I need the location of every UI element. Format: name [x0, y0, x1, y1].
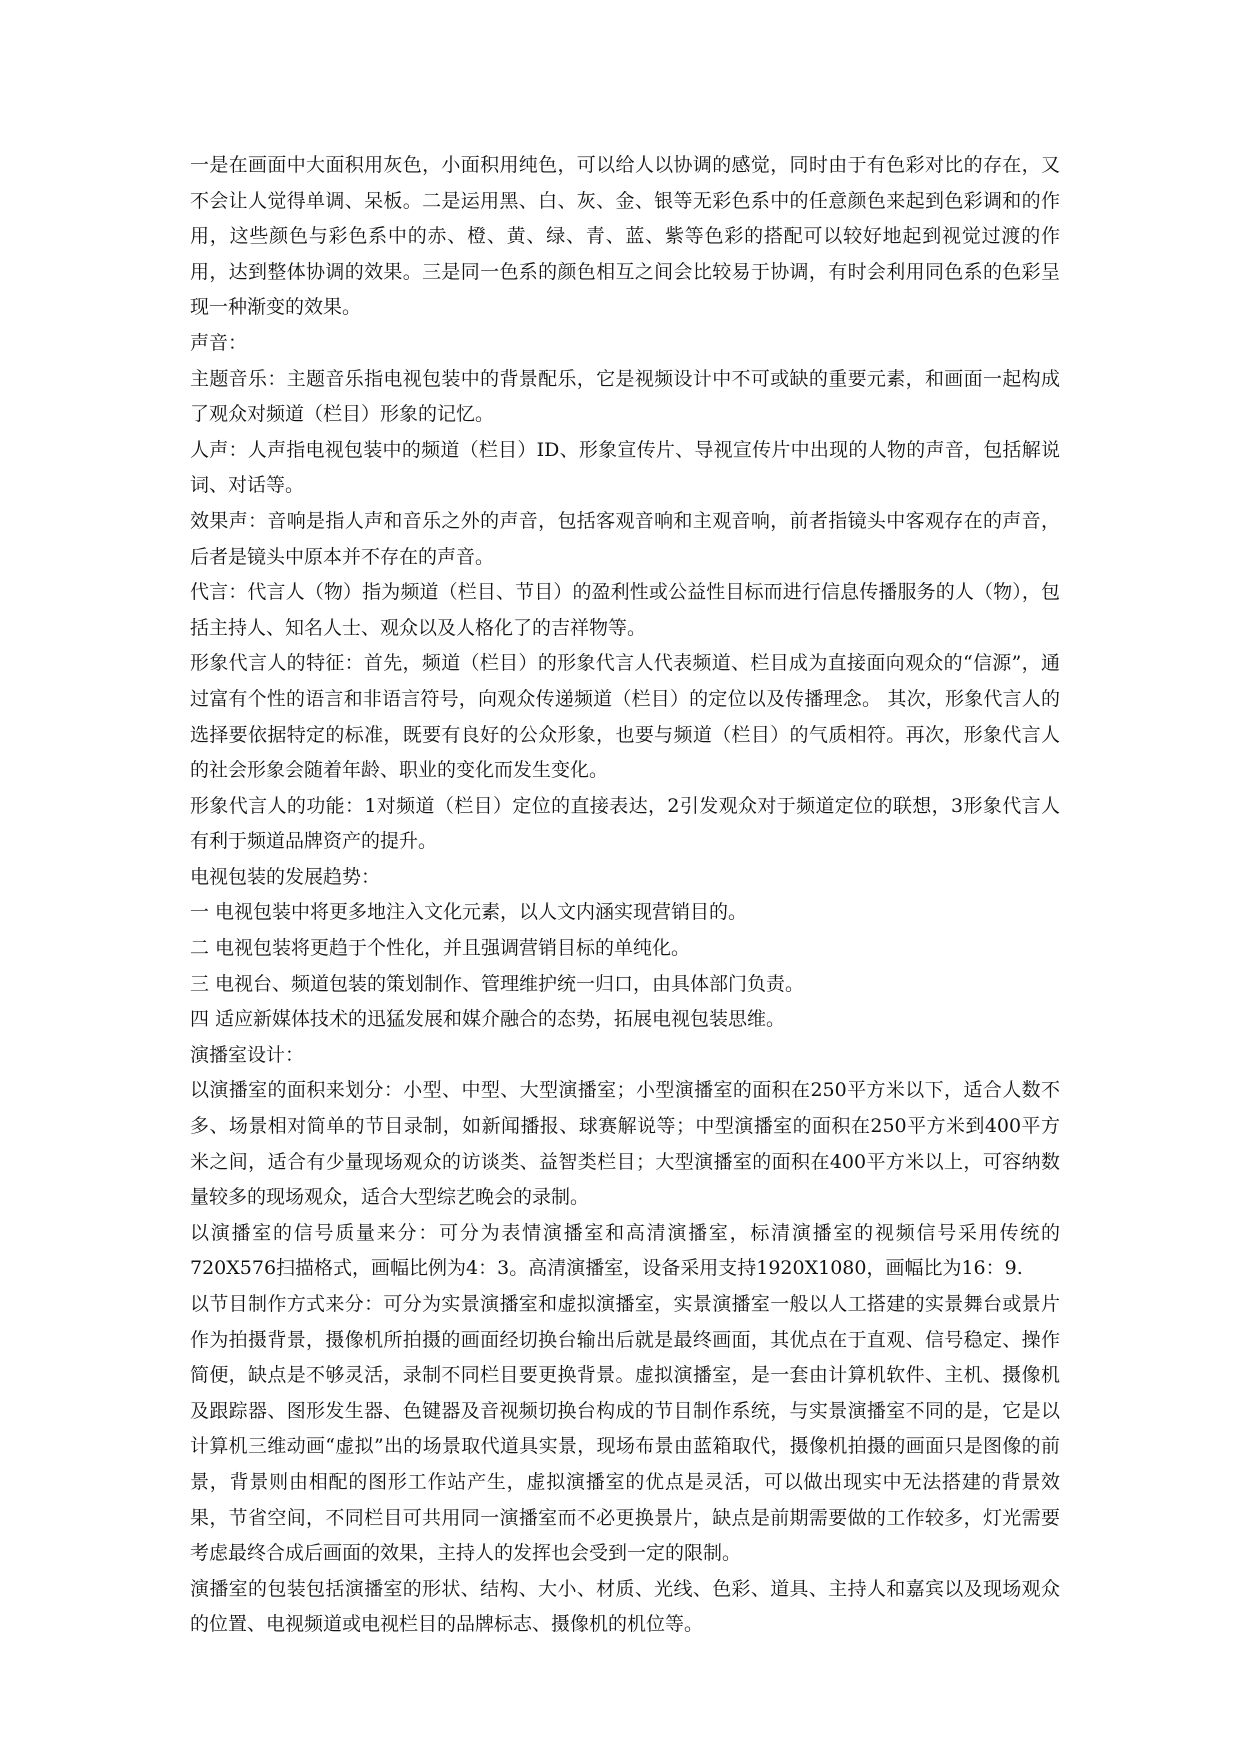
heading-sound: 声音：: [190, 331, 248, 354]
trend-item-4: 四 适应新媒体技术的迅猛发展和媒介融合的态势，拓展电视包装思维。: [190, 1008, 786, 1031]
paragraph-theme-music: 主题音乐：主题音乐指电视包装中的背景配乐，它是视频设计中不可或缺的重要元素，和画面一起构成了观众对频道（栏目）形象的记忆。: [190, 367, 1060, 426]
paragraph-studio-packaging: 演播室的包装包括演播室的形状、结构、大小、材质、光线、色彩、道具、主持人和嘉宾以及现场观众的位置、电视频道或电视栏目的品牌标志、摄像机的机位等。: [190, 1577, 1060, 1636]
paragraph-spokesperson-functions: 形象代言人的功能：1对频道（栏目）定位的直接表达，2引发观众对于频道定位的联想，3形象代言人有利于频道品牌资产的提升。: [190, 794, 1060, 853]
heading-studio-design: 演播室设计：: [190, 1043, 305, 1066]
paragraph-spokesperson: 代言：代言人（物）指为频道（栏目、节目）的盈利性或公益性目标而进行信息传播服务的人（物），包括主持人、知名人士、观众以及人格化了的吉祥物等。: [190, 581, 1060, 639]
paragraph-spokesperson-traits: 形象代言人的特征：首先，频道（栏目）的形象代言人代表频道、栏目成为直接面向观众的“信源”，通过富有个性的语言和非语言符号，向观众传递频道（栏目）的定位以及传播理念。 其次，形象代言人的选择要依据特定的标准，既要有良好的公众形象，也要与频道（栏目）的气质相符。再次，形象代言人的社会形象会随着年龄、职业的变化而发生变化。: [190, 652, 1060, 782]
paragraph-studio-production: 以节目制作方式来分：可分为实景演播室和虚拟演播室，实景演播室一般以人工搭建的实景舞台或景片作为拍摄背景，摄像机所拍摄的画面经切换台输出后就是最终画面，其优点在于直观、信号稳定、操作简便，缺点是不够灵活，录制不同栏目要更换背景。虚拟演播室，是一套由计算机软件、主机、摄像机及跟踪器、图形发生器、色键器及音视频切换台构成的节目制作系统，与实景演播室不同的是，它是以计算机三维动画“虚拟”出的场景取代道具实景，现场布景由蓝箱取代，摄像机拍摄的画面只是图像的前景，背景则由相配的图形工作站产生，虚拟演播室的优点是灵活，可以做出现实中无法搭建的背景效果，节省空间，不同栏目可共用同一演播室而不必更换景片，缺点是前期需要做的工作较多，灯光需要考虑最终合成后画面的效果，主持人的发挥也会受到一定的限制。: [190, 1293, 1060, 1565]
paragraph-sound-effects: 效果声：音响是指人声和音乐之外的声音，包括客观音响和主观音响，前者指镜头中客观存在的声音，后者是镜头中原本并不存在的声音。: [190, 509, 1060, 568]
document-body: [190, 148, 1060, 1643]
paragraph-voice: 人声：人声指电视包装中的频道（栏目）ID、形象宣传片、导视宣传片中出现的人物的声音，包括解说词、对话等。: [190, 438, 1060, 497]
paragraph-studio-area: 以演播室的面积来划分：小型、中型、大型演播室；小型演播室的面积在250平方米以下，适合人数不多、场景相对简单的节目录制，如新闻播报、球赛解说等；中型演播室的面积在250平方米到400平方米之间，适合有少量现场观众的访谈类、益智类栏目；大型演播室的面积在400平方米以上，可容纳数量较多的现场观众，适合大型综艺晚会的录制。: [190, 1079, 1060, 1209]
heading-development-trends: 电视包装的发展趋势：: [190, 865, 381, 888]
paragraph-studio-signal: 以演播室的信号质量来分：可分为表情演播室和高清演播室，标清演播室的视频信号采用传统的720X576扫描格式，画幅比例为4：3。高清演播室，设备采用支持1920X1080，画幅比为16：9.: [190, 1221, 1060, 1280]
trend-item-1: 一 电视包装中将更多地注入文化元素，以人文内涵实现营销目的。: [190, 901, 748, 924]
trend-item-2: 二 电视包装将更趋于个性化，并且强调营销目标的单纯化。: [190, 937, 691, 960]
paragraph-color-harmony: 一是在画面中大面积用灰色，小面积用纯色，可以给人以协调的感觉，同时由于有色彩对比的存在，又不会让人觉得单调、呆板。二是运用黑、白、灰、金、银等无彩色系中的任意颜色来起到色彩调和的作用，这些颜色与彩色系中的赤、橙、黄、绿、青、蓝、紫等色彩的搭配可以较好地起到视觉过渡的作用，达到整体协调的效果。三是同一色系的颜色相互之间会比较易于协调，有时会利用同色系的色彩呈现一种渐变的效果。: [190, 154, 1060, 319]
trend-item-3: 三 电视台、频道包装的策划制作、管理维护统一归口，由具体部门负责。: [190, 972, 805, 995]
